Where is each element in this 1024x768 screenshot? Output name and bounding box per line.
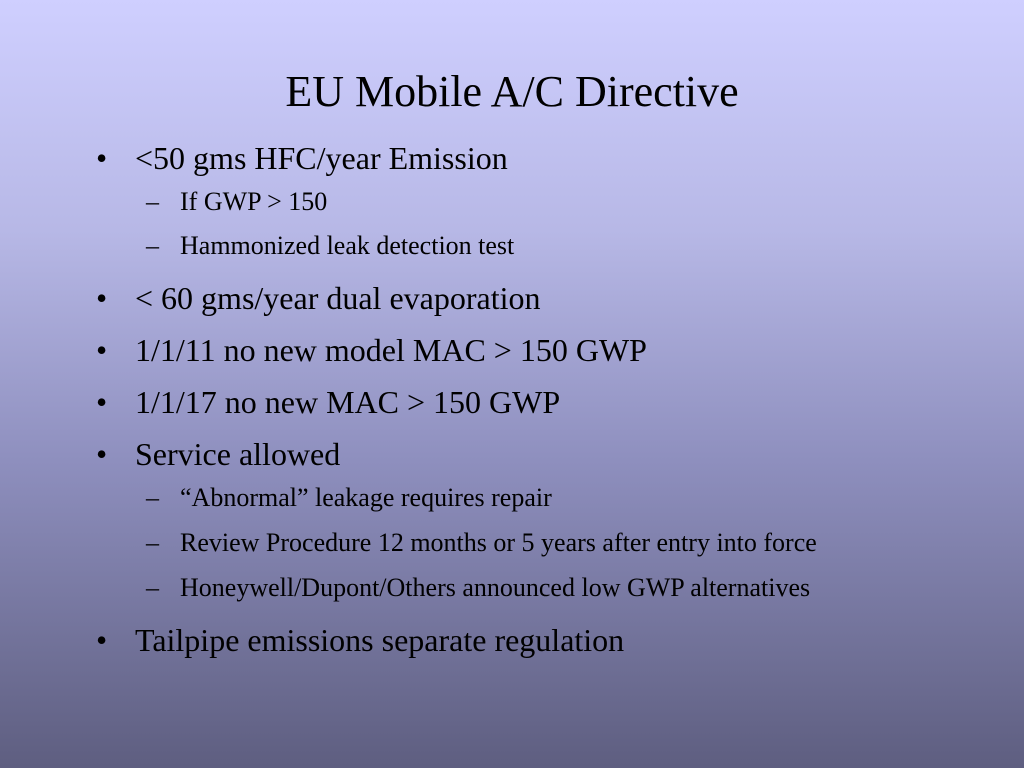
sub-bullet-item	[96, 184, 976, 220]
bullet-item	[96, 622, 976, 658]
bullet-marker: •	[96, 384, 108, 420]
sub-bullet-text: Hammonized leak detection test	[180, 231, 515, 260]
slide-title: EU Mobile A/C Directive	[285, 67, 739, 116]
bullet-text: 1/1/11 no new model MAC > 150 GWP	[135, 332, 647, 368]
bullet-item	[96, 140, 976, 176]
dash-marker: –	[146, 231, 159, 260]
dash-marker: –	[146, 528, 159, 557]
bullet-marker: •	[96, 280, 108, 316]
bullet-item	[96, 332, 976, 368]
dash-marker: –	[146, 187, 159, 216]
sub-bullet-text: Honeywell/Dupont/Others announced low GWP alternatives	[180, 573, 811, 602]
bullet-text: < 60 gms/year dual evaporation	[135, 280, 541, 316]
bullet-text: 1/1/17 no new MAC > 150 GWP	[135, 384, 561, 420]
sub-bullet-text: Review Procedure 12 months or 5 years after entry into force	[180, 528, 817, 557]
sub-bullet-item	[96, 480, 976, 516]
bullet-text: Tailpipe emissions separate regulation	[135, 622, 625, 658]
sub-bullet-item	[96, 524, 976, 561]
dash-marker: –	[146, 483, 159, 512]
bullet-list	[96, 140, 976, 658]
bullet-marker: •	[96, 140, 108, 176]
sub-bullet-text: If GWP > 150	[180, 187, 328, 216]
bullet-item	[96, 280, 976, 316]
bullet-marker: •	[96, 436, 108, 472]
sub-bullet-item	[96, 569, 976, 606]
bullet-marker: •	[96, 332, 108, 368]
bullet-marker: •	[96, 622, 108, 658]
bullet-text: <50 gms HFC/year Emission	[135, 140, 508, 176]
bullet-item	[96, 436, 976, 472]
bullet-text: Service allowed	[135, 436, 341, 472]
sub-bullet-item	[96, 228, 976, 264]
bullet-item	[96, 384, 976, 420]
dash-marker: –	[146, 573, 159, 602]
sub-bullet-text: “Abnormal” leakage requires repair	[180, 483, 552, 512]
